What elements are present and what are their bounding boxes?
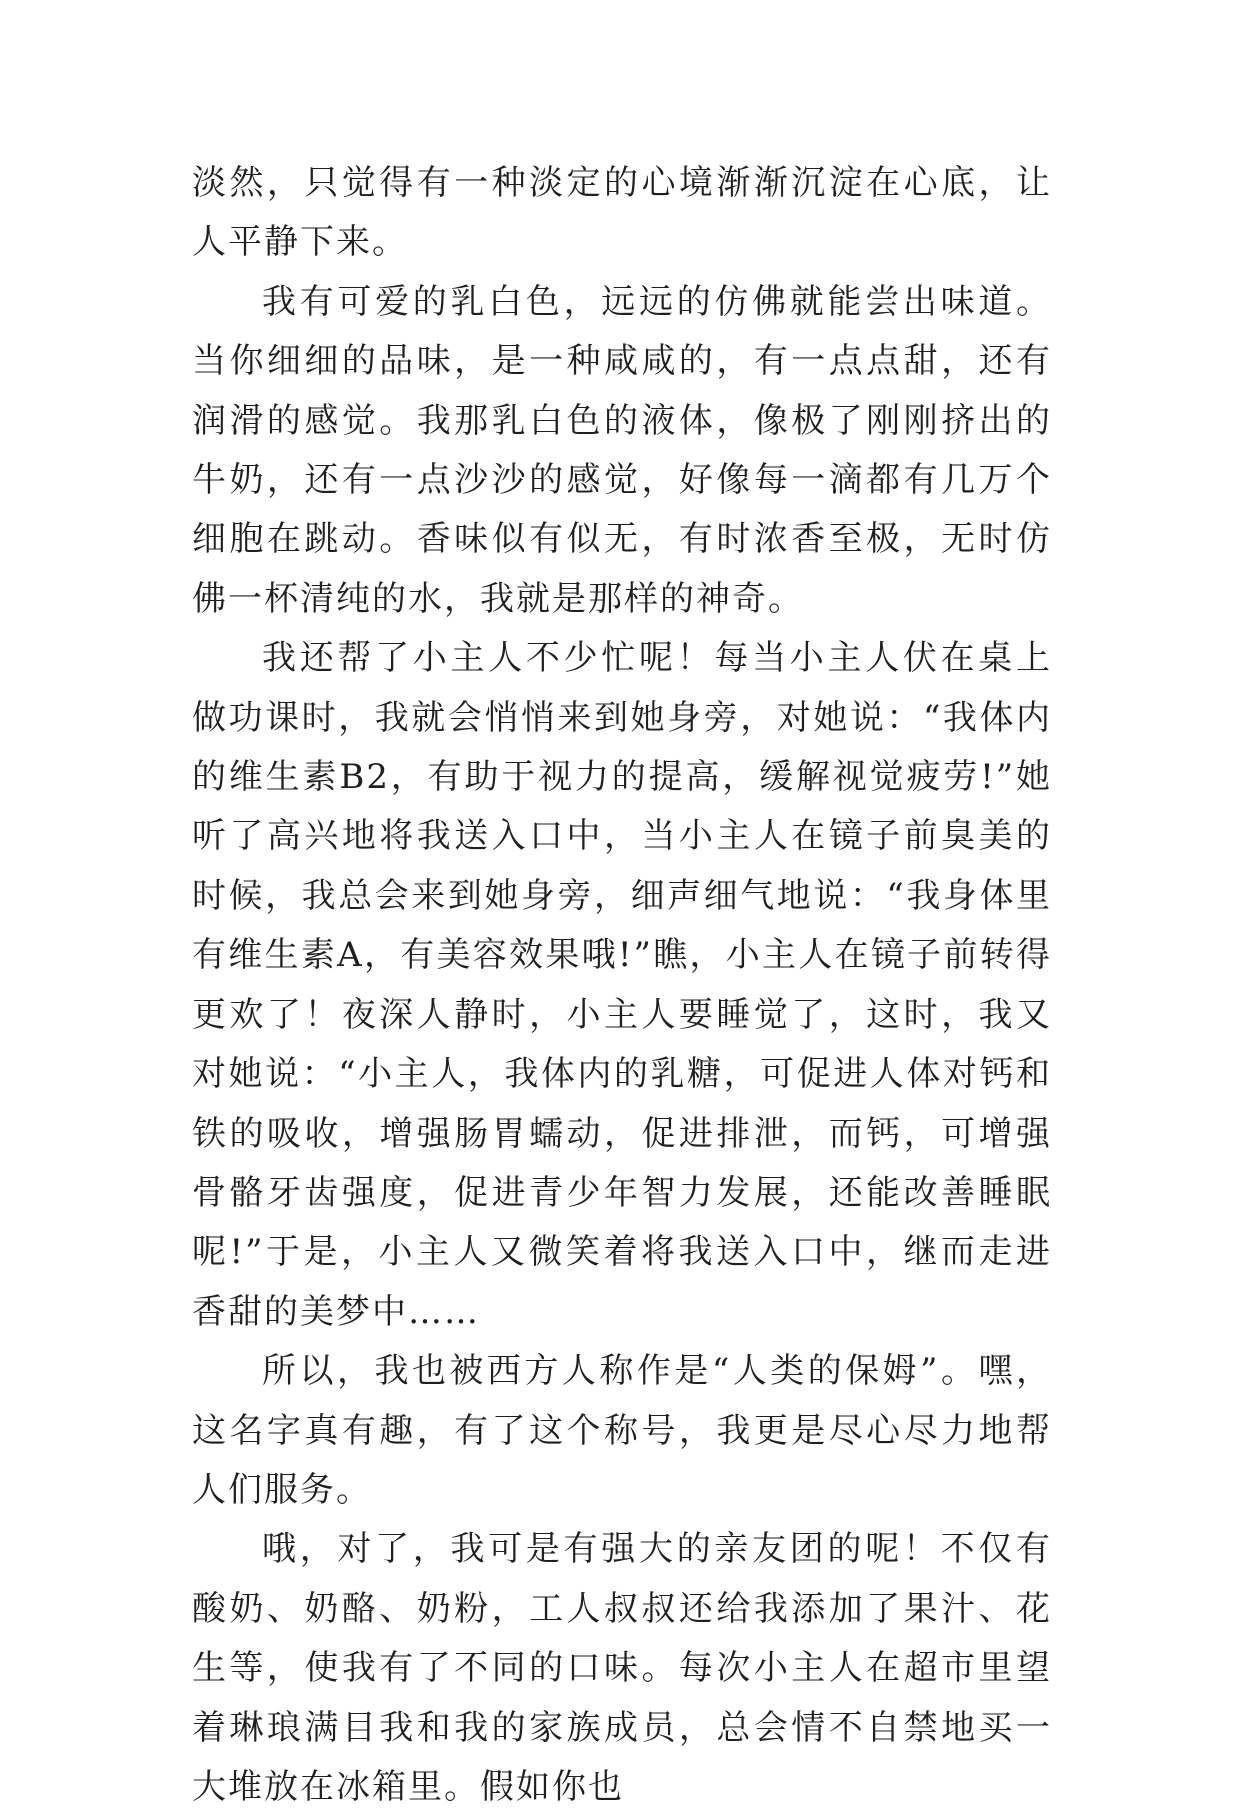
paragraph-3: 我还帮了小主人不少忙呢！每当小主人伏在桌上做功课时，我就会悄悄来到她身旁，对她说：“我体内的维生素B2，有助于视力的提高，缓解视觉疲劳!”她听了高兴地将我送入口中，当小主人在镜子前臭美的时候，我总会来到她身旁，细声细气地说：“我身体里有维生素A，有美容效果哦!”瞧，小主人在镜子前转得更欢了！夜深人静时，小主人要睡觉了，这时，我又对她说：“小主人，我体内的乳糖，可促进人体对钙和铁的吸收，增强肠胃蠕动，促进排泄，而钙，可增强骨骼牙齿强度，促进青少年智力发展，还能改善睡眠呢!”于是，小主人又微笑着将我送入口中，继而走进香甜的美梦中……	[192, 638, 1052, 1332]
body-text	[192, 154, 1052, 1817]
paragraph-5: 哦，对了，我可是有强大的亲友团的呢！不仅有酸奶、奶酪、奶粉，工人叔叔还给我添加了果汁、花生等，使我有了不同的口味。每次小主人在超市里望着琳琅满目我和我的家族成员，总会情不自禁地买一大堆放在冰箱里。假如你也	[192, 1529, 1052, 1807]
paragraph-1: 淡然，只觉得有一种淡定的心境渐渐沉淀在心底，让人平静下来。	[192, 163, 1052, 263]
paragraph-4: 所以，我也被西方人称作是“人类的保姆”。嘿，这名字真有趣，有了这个称号，我更是尽心尽力地帮人们服务。	[192, 1351, 1052, 1510]
paragraph-2: 我有可爱的乳白色，远远的仿佛就能尝出味道。当你细细的品味，是一种咸咸的，有一点点甜，还有润滑的感觉。我那乳白色的液体，像极了刚刚挤出的牛奶，还有一点沙沙的感觉，好像每一滴都有几万个细胞在跳动。香味似有似无，有时浓香至极，无时仿佛一杯清纯的水，我就是那样的神奇。	[192, 281, 1052, 619]
